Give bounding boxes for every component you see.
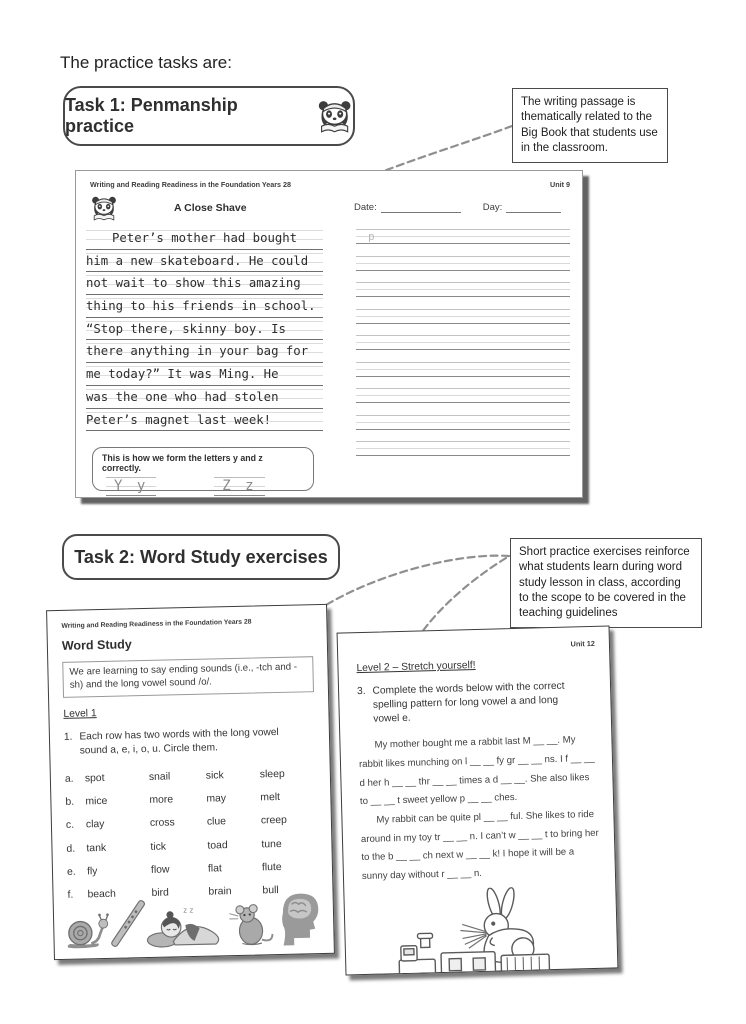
passage-line: not wait to show this amazing bbox=[86, 272, 323, 295]
worksheet-word-study bbox=[46, 604, 335, 960]
passage-line: “Stop there, skinny boy. Is bbox=[86, 318, 323, 341]
word-cell: melt bbox=[260, 792, 281, 804]
cloze-paragraph-1: My mother bought me a rabbit last M __ __. My rabbit likes munching on l __ __ fy gr __ __ ns. I f __ __ d her h __ __ thr __ __ times a d __ __. She also likes to __ __ t sweet yellow p __ __ ches. bbox=[358, 734, 595, 808]
callout-word-study: Short practice exercises reinforce what students learn during word study lesson in class, according to the scope to be covered in the teaching guidelines bbox=[510, 538, 702, 628]
word-cell: clay bbox=[85, 819, 105, 831]
word-cell: tune bbox=[261, 838, 282, 851]
word-cell: tank bbox=[86, 842, 107, 855]
passage-line: Peter’s mother had bought bbox=[86, 227, 323, 250]
letter-sample-y: Y y bbox=[106, 477, 156, 496]
brain-head-icon bbox=[273, 886, 326, 949]
word-cell: may bbox=[206, 793, 227, 805]
word-cell: sleep bbox=[259, 768, 285, 781]
row-letter: e. bbox=[66, 866, 76, 878]
learning-objective-box: We are learning to say ending sounds (i.e., -tch and -sh) and the long vowel sound /o/. bbox=[62, 656, 314, 697]
ws2-title: Word Study bbox=[61, 637, 132, 653]
letter-formation-box bbox=[92, 447, 314, 494]
sleeping-girl-icon bbox=[145, 898, 224, 952]
word-cell: flute bbox=[261, 862, 282, 874]
task2-label: Task 2: Word Study exercises bbox=[74, 546, 328, 567]
trace-letter: p bbox=[368, 230, 375, 243]
ws3-level-label: Level 2 – Stretch yourself! bbox=[356, 660, 476, 675]
passage-line: him a new skateboard. He could bbox=[86, 250, 323, 273]
callout-writing-passage: The writing passage is thematically related to the Big Book that students use in the classroom. bbox=[512, 88, 668, 163]
date-label: Date: bbox=[354, 202, 377, 213]
passage-line: was the one who had stolen bbox=[86, 386, 323, 409]
word-cell: clue bbox=[206, 816, 227, 829]
word-cell: toad bbox=[207, 839, 228, 852]
writing-practice-lines bbox=[356, 229, 570, 468]
passage-line: there anything in your bag for bbox=[86, 340, 323, 363]
flute-icon bbox=[110, 897, 147, 953]
word-cell: more bbox=[149, 794, 174, 807]
word-cell: brain bbox=[208, 886, 232, 898]
word-cell: bull bbox=[262, 885, 279, 897]
word-cell: tick bbox=[150, 841, 167, 853]
word-cell: cross bbox=[149, 817, 175, 830]
ws1-series-title: Writing and Reading Readiness in the Foundation Years 28 bbox=[90, 180, 292, 189]
worksheet-word-study-level2 bbox=[337, 625, 619, 975]
passage-line: thing to his friends in school. bbox=[86, 295, 323, 318]
mouse-icon bbox=[223, 899, 274, 950]
cloze-passage bbox=[358, 731, 600, 887]
row-letter: a. bbox=[64, 773, 74, 785]
handwriting-passage bbox=[86, 227, 323, 431]
letter-formation-note: This is how we form the letters y and z correctly. bbox=[102, 453, 263, 473]
task1-label: Task 1: Penmanship practice bbox=[65, 95, 238, 136]
passage-line: me today?” It was Ming. He bbox=[86, 363, 323, 386]
row-letter: c. bbox=[65, 820, 75, 832]
instruction-number: 1. bbox=[63, 731, 73, 743]
panda-mascot-icon bbox=[316, 97, 353, 135]
row-letter: d. bbox=[66, 843, 76, 855]
task2-box bbox=[62, 534, 340, 580]
word-cell: creep bbox=[260, 815, 288, 827]
row-letter: f. bbox=[67, 890, 74, 902]
snail-icon bbox=[64, 905, 111, 954]
ws3-instruction bbox=[357, 679, 586, 727]
instruction-number: 3. bbox=[356, 685, 366, 698]
ws2-instruction bbox=[64, 725, 306, 759]
page-title: The practice tasks are: bbox=[60, 53, 232, 72]
word-table bbox=[65, 762, 319, 907]
ws2-series-title: Writing and Reading Readiness in the Foundation Years 28 bbox=[61, 618, 252, 630]
ws1-unit-label: Unit 9 bbox=[550, 180, 570, 189]
row-letter: b. bbox=[65, 796, 75, 809]
day-blank-line bbox=[506, 203, 561, 213]
instruction-text: Complete the words below with the correct spelling pattern for long vowel a and long vowel e. bbox=[372, 680, 565, 725]
svg-text:z z: z z bbox=[182, 905, 194, 915]
panda-logo-icon bbox=[90, 193, 118, 223]
cloze-paragraph-2: My rabbit can be quite pl __ __ ful. She likes to ride around in my toy tr __ __ n. I can’t w __ __ t to bring her to the b __ __ ch next w __ __ k! I hope it will be a sunny day without r __ __ n. bbox=[360, 809, 599, 883]
instruction-text: Each row has two words with the long vowel sound a, e, i, o, u. Circle them. bbox=[79, 726, 279, 757]
ws3-unit-label: Unit 12 bbox=[570, 638, 596, 649]
task1-box bbox=[63, 86, 355, 146]
word-cell: fly bbox=[86, 866, 98, 878]
word-cell: mice bbox=[85, 796, 108, 808]
passage-line: Peter’s magnet last week! bbox=[86, 409, 323, 432]
word-cell: beach bbox=[87, 889, 116, 901]
letter-sample-z: Z z bbox=[214, 477, 264, 496]
word-cell: flow bbox=[150, 864, 170, 876]
ws1-date-day-row bbox=[354, 202, 561, 213]
ws2-level-label: Level 1 bbox=[63, 707, 97, 720]
rabbit-on-toy-train-icon bbox=[375, 885, 590, 975]
ws2-illustrations bbox=[63, 886, 325, 954]
word-cell: snail bbox=[148, 771, 171, 783]
word-cell: bird bbox=[151, 887, 169, 900]
word-cell: sick bbox=[205, 770, 224, 782]
word-cell: flat bbox=[207, 863, 222, 875]
ws1-title: A Close Shave bbox=[174, 202, 247, 214]
date-blank-line bbox=[381, 203, 461, 213]
day-label: Day: bbox=[482, 202, 503, 213]
word-cell: spot bbox=[84, 772, 105, 785]
worksheet-penmanship bbox=[75, 170, 583, 498]
